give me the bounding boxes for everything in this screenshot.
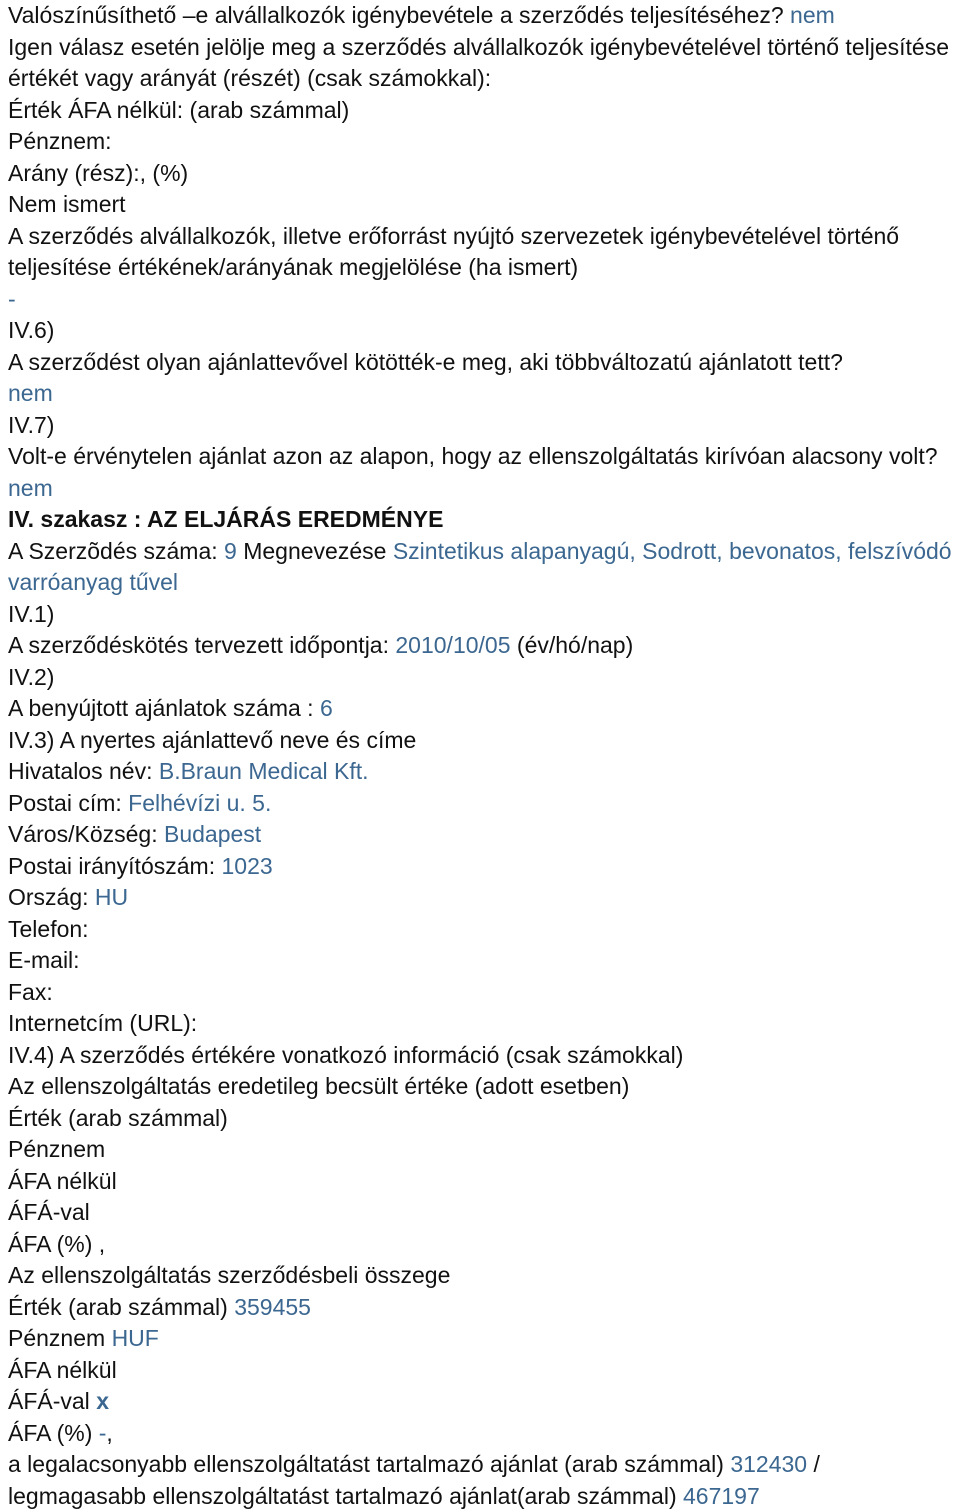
contract-currency-line (8, 1323, 952, 1355)
contract-vat-line (8, 1386, 952, 1418)
offers-count-line (8, 693, 952, 725)
winner-fax-label: Fax: (8, 977, 952, 1009)
contract-currency-label: Pénznem (8, 1325, 105, 1351)
section-iv7-heading: IV.7) (8, 410, 952, 442)
lowest-offer-label: a legalacsonyabb ellenszolgáltatást tartalmazó ajánlat (arab számmal) (8, 1451, 724, 1477)
contract-vatpct: - (99, 1420, 107, 1446)
section-title: IV. szakasz : AZ ELJÁRÁS EREDMÉNYE (8, 504, 952, 536)
contract-vat-label: ÁFÁ-val (8, 1388, 90, 1414)
winner-zip-label: Postai irányítószám: (8, 853, 215, 879)
contract-name-label: Megnevezése (243, 538, 386, 564)
highest-offer-label: legmagasabb ellenszolgáltatást tartalmazó ajánlat(arab számmal) (8, 1483, 677, 1509)
section-iv3-heading: IV.3) A nyertes ajánlattevő neve és címe (8, 725, 952, 757)
range-separator: / (813, 1451, 819, 1477)
contract-vat-mark: x (96, 1388, 109, 1414)
contract-date-line (8, 630, 952, 662)
subcontractor-question: Valószínűsíthető –e alvállalkozók igénybevétele a szerződés teljesítéséhez? (8, 2, 784, 28)
estimated-vatpct-label: ÁFA (%) , (8, 1229, 952, 1261)
winner-name-line (8, 756, 952, 788)
offers-count: 6 (320, 695, 333, 721)
section-iv6-heading: IV.6) (8, 315, 952, 347)
currency-label: Pénznem: (8, 126, 952, 158)
contract-date-format: (év/hó/nap) (517, 632, 633, 658)
winner-address: Felhévízi u. 5. (128, 790, 271, 816)
winner-zip-line (8, 851, 952, 883)
contract-value-title: Az ellenszolgáltatás szerződésbeli összege (8, 1260, 952, 1292)
contract-vatpct-label: ÁFA (%) (8, 1420, 92, 1446)
estimated-currency-label: Pénznem (8, 1134, 952, 1166)
subcontractor-question-line (8, 0, 952, 32)
subcontractor-share-label: A szerződés alvállalkozók, illetve erőforrást nyújtó szervezetek igénybevételével történő teljesítése értékének/arányának megjelölése (ha ismert) (8, 221, 952, 284)
winner-email-label: E-mail: (8, 945, 952, 977)
section-iv4-heading: IV.4) A szerződés értékére vonatkozó információ (csak számokkal) (8, 1040, 952, 1072)
winner-country-line (8, 882, 952, 914)
lowest-offer-line (8, 1449, 952, 1481)
contract-line (8, 536, 952, 599)
subcontractor-answer: nem (790, 2, 835, 28)
contract-number: 9 (224, 538, 237, 564)
winner-city: Budapest (164, 821, 261, 847)
winner-url-label: Internetcím (URL): (8, 1008, 952, 1040)
section-iv7-answer: nem (8, 475, 53, 501)
contract-name: Szintetikus alapanyagú, Sodrott, bevonatos, felszívódó varróanyag tűvel (8, 538, 952, 596)
contract-value-line (8, 1292, 952, 1324)
highest-offer-line (8, 1481, 952, 1512)
estimated-novat-label: ÁFA nélkül (8, 1166, 952, 1198)
winner-phone-label: Telefon: (8, 914, 952, 946)
section-iv7-question: Volt-e érvénytelen ajánlat azon az alapon, hogy az ellenszolgáltatás kirívóan alacsony volt? (8, 443, 938, 469)
value-without-vat-label: Érték ÁFA nélkül: (arab számmal) (8, 95, 952, 127)
winner-name-label: Hivatalos név: (8, 758, 152, 784)
contract-vatpct-line (8, 1418, 952, 1450)
section-iv6-answer: nem (8, 378, 952, 410)
contract-value: 359455 (234, 1294, 311, 1320)
ratio-label: Arány (rész):, (%) (8, 158, 952, 190)
section-iv7-block (8, 441, 952, 504)
subcontractor-share-value: - (8, 284, 952, 316)
contract-date: 2010/10/05 (395, 632, 510, 658)
winner-city-line (8, 819, 952, 851)
contract-date-label: A szerződéskötés tervezett időpontja: (8, 632, 389, 658)
winner-country: HU (95, 884, 128, 910)
highest-offer-value: 467197 (683, 1483, 760, 1509)
section-iv6-question: A szerződést olyan ajánlattevővel kötötték-e meg, aki többváltozatú ajánlatott tett? (8, 347, 952, 379)
section-iv1-heading: IV.1) (8, 599, 952, 631)
contract-value-label: Érték (arab számmal) (8, 1294, 228, 1320)
not-known-label: Nem ismert (8, 189, 952, 221)
estimated-vat-label: ÁFÁ-val (8, 1197, 952, 1229)
winner-city-label: Város/Község: (8, 821, 158, 847)
estimated-value-label: Érték (arab számmal) (8, 1103, 952, 1135)
lowest-offer-value: 312430 (730, 1451, 807, 1477)
section-iv2-heading: IV.2) (8, 662, 952, 694)
winner-address-line (8, 788, 952, 820)
contract-currency: HUF (112, 1325, 159, 1351)
subcontractor-instruction: Igen válasz esetén jelölje meg a szerződés alvállalkozók igénybevételével történő teljesítése értékét vagy arányát (részét) (csak számokkal): (8, 32, 952, 95)
contract-number-label: A Szerzõdés száma: (8, 538, 218, 564)
winner-country-label: Ország: (8, 884, 89, 910)
contract-vatpct-separator: , (106, 1420, 112, 1446)
winner-name: B.Braun Medical Kft. (159, 758, 369, 784)
winner-address-label: Postai cím: (8, 790, 122, 816)
estimated-value-title: Az ellenszolgáltatás eredetileg becsült értéke (adott esetben) (8, 1071, 952, 1103)
offers-count-label: A benyújtott ajánlatok száma : (8, 695, 314, 721)
winner-zip: 1023 (221, 853, 272, 879)
contract-novat-label: ÁFA nélkül (8, 1355, 952, 1387)
